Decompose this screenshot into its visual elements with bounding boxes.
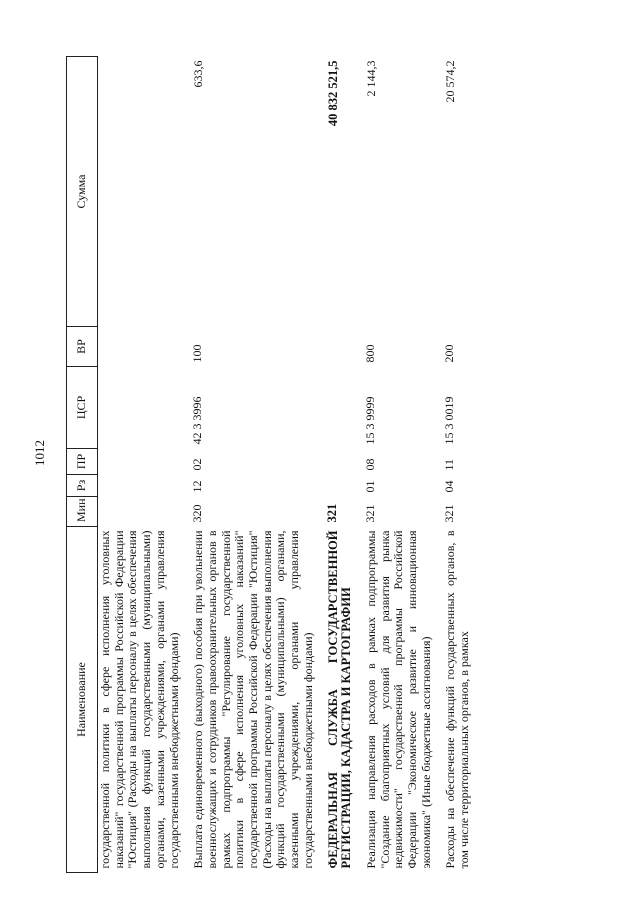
row-rz <box>326 475 364 497</box>
row-min: 321 <box>362 504 377 523</box>
row-sum: 40 832 521,5 <box>325 60 340 127</box>
table-row <box>191 57 325 873</box>
row-min: 320 <box>190 504 205 523</box>
table-row <box>443 57 472 873</box>
row-vr <box>326 327 364 367</box>
row-rz <box>98 475 192 497</box>
row-vr: 100 <box>190 344 205 363</box>
header-csr: ЦСР <box>67 367 98 449</box>
row-min: 321 <box>442 504 457 523</box>
rotated-page <box>66 57 606 873</box>
row-vr: 800 <box>362 344 377 363</box>
row-name: ФЕДЕРАЛЬНАЯ СЛУЖБА ГОСУДАРСТВЕННОЙ РЕГИСТРАЦИИ, КАДАСТРА И КАРТОГРАФИИ <box>325 530 354 869</box>
row-name: Реализация направления расходов в рамках подпрограммы "Создание благоприятных условий для развития рынка недвижимости" государственной программы Российской Федерации "Экономическое развитие и инновационная экономика" (Иные бюджетные ассигнования) <box>363 530 433 869</box>
row-pr: 11 <box>442 458 457 471</box>
row-name: Расходы на обеспечение функций государственных органов, в том числе территориальных органов, в рамках <box>443 530 472 869</box>
row-csr: 15 3 9999 <box>362 396 377 445</box>
header-pr: ПР <box>67 449 98 475</box>
header-name: Наименование <box>67 527 98 873</box>
row-csr: 15 3 0019 <box>442 396 457 445</box>
row-sum <box>98 57 192 327</box>
header-rz: Рз <box>67 475 98 497</box>
row-min: 321 <box>324 503 339 523</box>
row-pr <box>326 449 364 475</box>
table-header <box>67 57 98 873</box>
page-number: 1012 <box>32 440 47 466</box>
budget-table <box>66 56 473 873</box>
table-row <box>98 57 192 873</box>
header-min: Мин <box>67 497 98 527</box>
row-pr: 02 <box>190 458 205 471</box>
row-sum: 20 574,2 <box>443 60 458 103</box>
row-rz: 12 <box>190 480 205 493</box>
row-csr <box>98 367 192 449</box>
table-row <box>364 57 444 873</box>
row-vr: 200 <box>442 344 457 363</box>
row-rz: 04 <box>442 480 457 493</box>
table-row-ministry <box>326 57 364 873</box>
row-vr <box>98 327 192 367</box>
row-csr <box>326 367 364 449</box>
row-name: государственной политики в сфере исполнения уголовных наказаний" государственной программы Российской Федерации "Юстиция" (Расходы на выплаты персоналу в целях обеспечения выполнения функций государственными (муниципальными) органами, казенными учреждениями, органами управления государственными внебюджетными фондами) <box>98 530 181 869</box>
row-rz: 01 <box>362 480 377 493</box>
row-csr: 42 3 3996 <box>190 396 205 445</box>
row-name: Выплата единовременного (выходного) пособия при увольнении военнослужащих и сотрудников правоохранительных органов в рамках подпрограммы "Регулирование государственной политики в сфере исполнения уголовных наказаний" государственной программы Российской Федерации "Юстиция" (Расходы на выплаты персоналу в целях обеспечения выполнения функций государственными (муниципальными) органами, казенными учреждениями, органами управления государственными внебюджетными фондами) <box>191 530 315 869</box>
row-sum: 633,6 <box>191 60 206 88</box>
header-vr: ВР <box>67 327 98 367</box>
header-sum: Сумма <box>67 57 98 327</box>
row-min <box>98 497 192 527</box>
row-sum: 2 144,3 <box>363 60 378 97</box>
row-pr <box>98 449 192 475</box>
row-pr: 08 <box>362 458 377 471</box>
